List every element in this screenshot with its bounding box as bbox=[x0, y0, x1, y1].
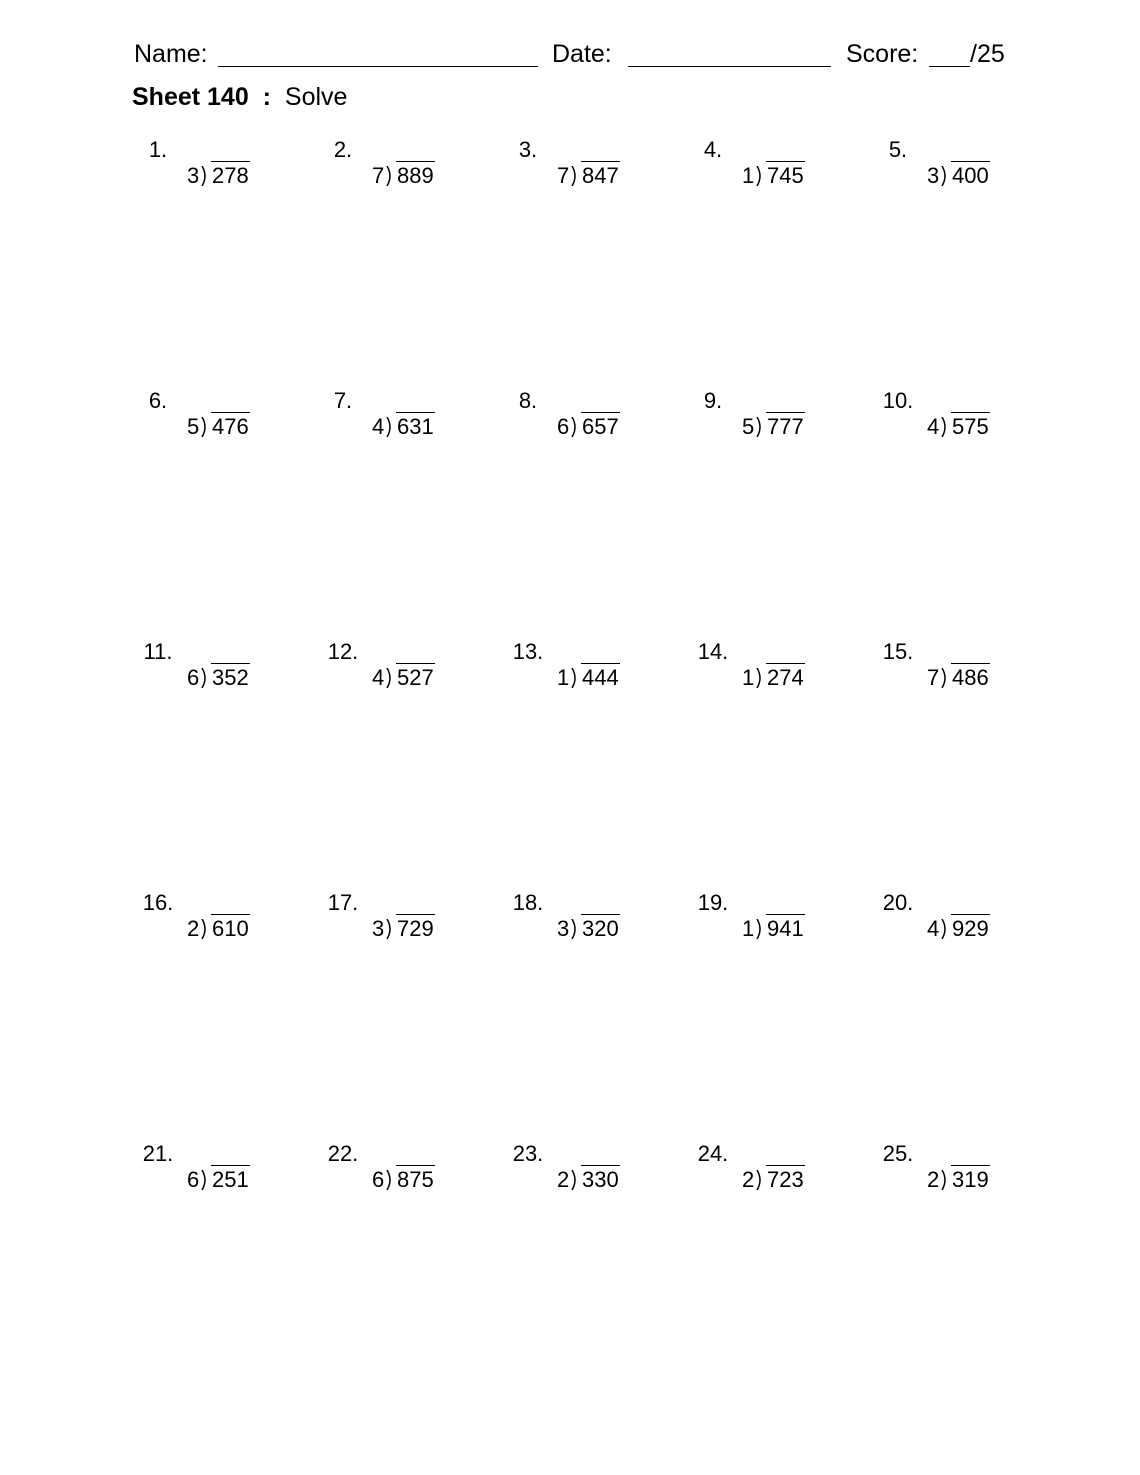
division-bracket-icon bbox=[385, 166, 394, 186]
long-division-expression bbox=[699, 412, 829, 442]
dividend: 274 bbox=[767, 665, 804, 690]
problem-number: 25. bbox=[882, 1141, 914, 1166]
divisor: 3 bbox=[557, 916, 570, 941]
problem-number: 17. bbox=[327, 890, 359, 915]
long-division-expression bbox=[514, 663, 644, 693]
dividend: 610 bbox=[212, 916, 249, 941]
dividend: 444 bbox=[582, 665, 619, 690]
problem-number: 18. bbox=[512, 890, 544, 915]
problem-number: 7. bbox=[333, 388, 353, 413]
divisor: 3 bbox=[372, 916, 385, 941]
long-division-expression bbox=[514, 412, 644, 442]
name-label: Name: bbox=[134, 40, 208, 68]
long-division-expression bbox=[699, 914, 829, 944]
score-label: Score: bbox=[846, 40, 919, 68]
dividend: 352 bbox=[212, 665, 249, 690]
dividend: 486 bbox=[952, 665, 989, 690]
divisor: 6 bbox=[187, 1167, 200, 1192]
problem-number: 5. bbox=[888, 137, 908, 162]
divisor: 1 bbox=[557, 665, 570, 690]
divisor: 4 bbox=[372, 665, 385, 690]
problem-number: 21. bbox=[142, 1141, 174, 1166]
problem-number: 11. bbox=[143, 639, 173, 664]
problem-number: 13. bbox=[512, 639, 544, 664]
divisor: 4 bbox=[372, 414, 385, 439]
dividend: 575 bbox=[952, 414, 989, 439]
long-division-expression bbox=[144, 914, 274, 944]
division-bracket-icon bbox=[200, 919, 209, 939]
problem-number: 6. bbox=[148, 388, 168, 413]
division-bracket-icon bbox=[200, 417, 209, 437]
problem-number: 22. bbox=[327, 1141, 359, 1166]
problem-number: 10. bbox=[882, 388, 914, 413]
title-separator: : bbox=[262, 83, 271, 111]
dividend: 330 bbox=[582, 1167, 619, 1192]
dividend: 729 bbox=[397, 916, 434, 941]
divisor: 6 bbox=[557, 414, 570, 439]
divisor: 1 bbox=[742, 916, 755, 941]
division-bracket-icon bbox=[755, 166, 764, 186]
division-bracket-icon bbox=[755, 919, 764, 939]
division-bracket-icon bbox=[940, 919, 949, 939]
dividend: 745 bbox=[767, 163, 804, 188]
long-division-expression bbox=[144, 161, 274, 191]
problem-number: 2. bbox=[333, 137, 353, 162]
dividend: 631 bbox=[397, 414, 434, 439]
divisor: 1 bbox=[742, 163, 755, 188]
long-division-expression bbox=[699, 161, 829, 191]
division-bracket-icon bbox=[385, 668, 394, 688]
division-bracket-icon bbox=[940, 166, 949, 186]
problem-number: 20. bbox=[882, 890, 914, 915]
dividend: 847 bbox=[582, 163, 619, 188]
divisor: 5 bbox=[187, 414, 200, 439]
dividend: 941 bbox=[767, 916, 804, 941]
long-division-expression bbox=[884, 412, 1014, 442]
division-bracket-icon bbox=[755, 1170, 764, 1190]
dividend: 319 bbox=[952, 1167, 989, 1192]
score-total: /25 bbox=[970, 40, 1005, 68]
problem-number: 4. bbox=[703, 137, 723, 162]
divisor: 2 bbox=[557, 1167, 570, 1192]
long-division-expression bbox=[884, 663, 1014, 693]
division-bracket-icon bbox=[570, 166, 579, 186]
division-bracket-icon bbox=[940, 417, 949, 437]
dividend: 875 bbox=[397, 1167, 434, 1192]
division-bracket-icon bbox=[200, 668, 209, 688]
long-division-expression bbox=[699, 1165, 829, 1195]
division-bracket-icon bbox=[385, 1170, 394, 1190]
problem-number: 19. bbox=[697, 890, 729, 915]
long-division-expression bbox=[329, 914, 459, 944]
division-bracket-icon bbox=[570, 919, 579, 939]
division-bracket-icon bbox=[940, 668, 949, 688]
long-division-expression bbox=[884, 914, 1014, 944]
problem-number: 14. bbox=[697, 639, 729, 664]
divisor: 2 bbox=[742, 1167, 755, 1192]
long-division-expression bbox=[329, 1165, 459, 1195]
division-bracket-icon bbox=[385, 417, 394, 437]
divisor: 6 bbox=[372, 1167, 385, 1192]
division-bracket-icon bbox=[755, 417, 764, 437]
long-division-expression bbox=[514, 914, 644, 944]
divisor: 3 bbox=[927, 163, 940, 188]
dividend: 777 bbox=[767, 414, 804, 439]
divisor: 7 bbox=[927, 665, 940, 690]
dividend: 889 bbox=[397, 163, 434, 188]
divisor: 5 bbox=[742, 414, 755, 439]
problem-number: 1. bbox=[148, 137, 168, 162]
dividend: 278 bbox=[212, 163, 249, 188]
dividend: 657 bbox=[582, 414, 619, 439]
division-bracket-icon bbox=[570, 1170, 579, 1190]
division-bracket-icon bbox=[570, 668, 579, 688]
long-division-expression bbox=[329, 161, 459, 191]
long-division-expression bbox=[514, 161, 644, 191]
long-division-expression bbox=[329, 663, 459, 693]
divisor: 6 bbox=[187, 665, 200, 690]
division-bracket-icon bbox=[940, 1170, 949, 1190]
problem-number: 15. bbox=[882, 639, 914, 664]
division-bracket-icon bbox=[200, 166, 209, 186]
long-division-expression bbox=[884, 161, 1014, 191]
divisor: 1 bbox=[742, 665, 755, 690]
division-bracket-icon bbox=[200, 1170, 209, 1190]
dividend: 400 bbox=[952, 163, 989, 188]
dividend: 527 bbox=[397, 665, 434, 690]
long-division-expression bbox=[514, 1165, 644, 1195]
divisor: 4 bbox=[927, 414, 940, 439]
long-division-expression bbox=[699, 663, 829, 693]
long-division-expression bbox=[144, 412, 274, 442]
divisor: 7 bbox=[372, 163, 385, 188]
problem-number: 23. bbox=[512, 1141, 544, 1166]
divisor: 2 bbox=[927, 1167, 940, 1192]
problem-number: 24. bbox=[697, 1141, 729, 1166]
division-bracket-icon bbox=[570, 417, 579, 437]
sheet-number: Sheet 140 bbox=[132, 83, 249, 111]
division-bracket-icon bbox=[755, 668, 764, 688]
long-division-expression bbox=[144, 663, 274, 693]
dividend: 320 bbox=[582, 916, 619, 941]
problem-number: 16. bbox=[142, 890, 174, 915]
dividend: 723 bbox=[767, 1167, 804, 1192]
problem-number: 12. bbox=[327, 639, 359, 664]
long-division-expression bbox=[884, 1165, 1014, 1195]
dividend: 929 bbox=[952, 916, 989, 941]
long-division-expression bbox=[144, 1165, 274, 1195]
long-division-expression bbox=[329, 412, 459, 442]
division-bracket-icon bbox=[385, 919, 394, 939]
dividend: 251 bbox=[212, 1167, 249, 1192]
problem-number: 9. bbox=[703, 388, 723, 413]
problem-number: 3. bbox=[518, 137, 538, 162]
divisor: 4 bbox=[927, 916, 940, 941]
date-label: Date: bbox=[552, 40, 612, 68]
dividend: 476 bbox=[212, 414, 249, 439]
divisor: 3 bbox=[187, 163, 200, 188]
problem-number: 8. bbox=[518, 388, 538, 413]
sheet-instruction: Solve bbox=[284, 83, 348, 111]
divisor: 7 bbox=[557, 163, 570, 188]
divisor: 2 bbox=[187, 916, 200, 941]
